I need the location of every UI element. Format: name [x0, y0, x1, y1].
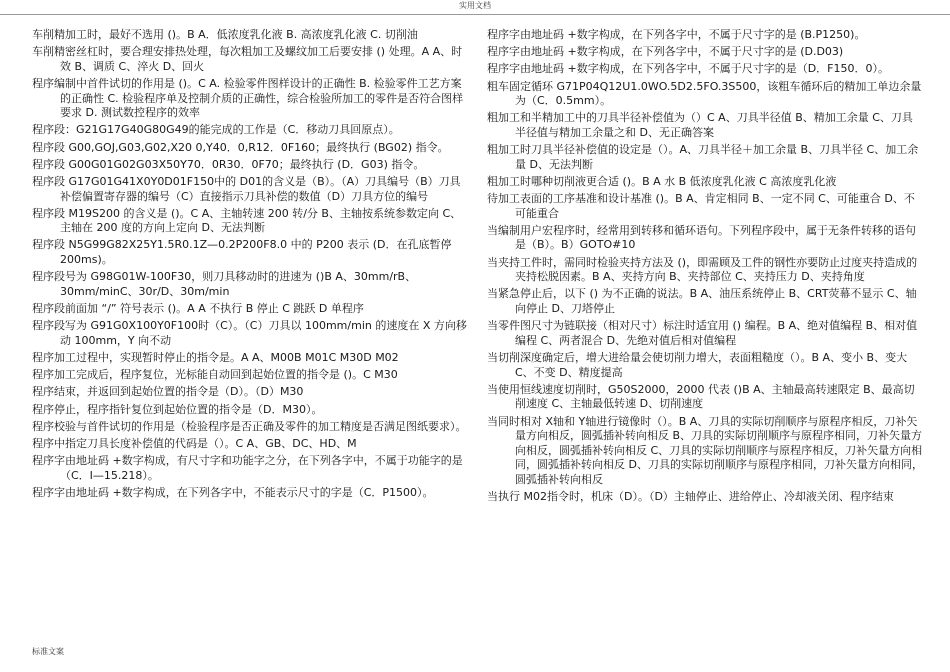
- question-item: 程序段 M19S200 的含义是 ()。C A、主轴转速 200 转/分 B、主轴按系统参数定向 C、主轴在 200 度的方向上定向 D、无法判断: [32, 206, 462, 235]
- question-item: 当紧急停止后，以下 () 为不正确的说法。B A、油压系统停止 B、CRT荧幕不显示 C、轴向停止 D、刀塔停止: [487, 287, 917, 316]
- question-item: 车削精密丝杠时，要合理安排热处理，每次粗加工及螺纹加工后要安排 () 处理。A A、时效 B、调质 C、淬火 D、回火: [32, 45, 463, 73]
- question-item: 粗车固定循环 G71P04Q12U1.0WO.5D2.5FO.3S500，该粗车循环后的精加工单边余量为（C．0.5mm）。: [487, 79, 922, 108]
- question-item: 当同时相对 X轴和 Y轴进行镜像时（）。B A、刀具的实际切削顺序与原程序相反，刀补矢量方向相反，圆弧插补转向相反 B、刀具的实际切削顺序与原程序相同，刀补矢量方向相反，圆弧插补转向相反 C、刀具的实际切削顺序与原程序相反，刀补矢量方向相同，圆弧插补转向相反 D、刀具的实际切削顺序与原程序相同，刀补矢量方向相同，圆弧插补转向相反: [487, 414, 923, 486]
- question-item: 粗加工时哪种切削液更合适 ()。B A 水 B 低浓度乳化液 C 高浓度乳化液: [487, 174, 837, 188]
- left-question-column: [32, 28, 468, 503]
- question-item: 程序段 G17G01G41X0Y0D01F150中的 D01的含义是（B）。（A）刀具编号（B）刀具补偿偏置寄存器的编号（C）直接指示刀具补偿的数值（D）刀具方位的编号: [32, 174, 461, 203]
- question-item: 程序段 G00,GOJ,G03,G02,X20 0,Y40．0,R12．0F160；最终执行 (BG02) 指令。: [32, 140, 449, 154]
- question-item: 车削精加工时，最好不选用 ()。B A．低浓度乳化液 B. 高浓度乳化液 C. 切削油: [32, 28, 418, 41]
- question-item: 程序编制中首件试切的作用是 ()。C A. 检验零件图样设计的正确性 B. 检验零件工艺方案的正确性 C. 检验程序单及控制介质的正确性，综合检验所加工的零件是否符合图样要求 D. 测试数控程序的效率: [32, 76, 464, 120]
- question-item: 当执行 M02指令时，机床（D）。（D）主轴停止、进给停止、冷却液关闭、程序结束: [487, 490, 894, 504]
- page-footer: 标准文案: [32, 647, 64, 656]
- question-item: 当编制用户宏程序时，经常用到转移和循环语句。下列程序段中，属于无条件转移的语句是（B）。B）GOTO#10: [487, 223, 916, 252]
- question-item: 程序结束，并返回到起始位置的指令是（D）。（D）M30: [32, 385, 304, 399]
- question-item: 当使用恒线速度切削时，G50S2000，2000 代表 ()B A、主轴最高转速限定 B、最高切削速度 C、主轴最低转速 D、切削速度: [487, 382, 915, 411]
- question-item: 待加工表面的工序基准和设计基准 ()。B A、肯定相同 B、一定不同 C、可能重合 D、不可能重合: [487, 192, 915, 220]
- question-item: 程序段 G00G01G02G03X50Y70．0R30．0F70；最终执行 (D．G03) 指令。: [32, 157, 425, 171]
- question-item: 粗加工和半精加工中的刀具半径补偿值为（）C A、刀具半径值 B、精加工余量 C、刀具半径值与精加工余量之和 D、无正确答案: [487, 111, 913, 139]
- question-item: 程序停止，程序指针复位到起始位置的指令是（D．M30）。: [32, 402, 323, 416]
- question-item: 当零件图尺寸为链联接（相对尺寸）标注时适宜用 () 编程。B A、绝对值编程 B、相对值编程 C、两者混合 D、先绝对值后相对值编程: [487, 319, 918, 347]
- question-item: 粗加工时刀具半径补偿值的设定是（）。A、刀具半径＋加工余量 B、刀具半径 C、加工余量 D、无法判断: [487, 143, 919, 171]
- question-item: 程序加工过程中，实现暂时停止的指令是。A A、M00B M01C M30D M02: [32, 351, 399, 364]
- question-item: 程序校验与首件试切的作用是（检验程序是否正确及零件的加工精度是否满足图纸要求）。: [32, 419, 467, 433]
- question-item: 当切削深度确定后，增大进给量会使切削力增大，表面粗糙度（）。B A、变小 B、变大 C、不变 D、精度提高: [487, 351, 908, 379]
- right-question-column: [487, 28, 923, 507]
- question-item: 程序段号为 G98G01W-100F30，则刀具移动时的进速为 ()B A、30mm/rB、30mm/minC、30r/D、30m/min: [32, 270, 417, 298]
- question-item: 当夹持工件时，需同时检验夹持方法及 ()，即需顾及工件的钢性亦要防止过度夹持造成的夹持松脱因素。B A、夹持方向 B、夹持部位 C、夹持压力 D、夹持角度: [487, 255, 918, 284]
- question-item: 程序字由地址码 +数字构成，在下列各字中，不属于尺寸字的是 (B.P1250)。: [487, 28, 866, 41]
- question-item: 程序段前面加 “/” 符号表示 ()。A A 不执行 B 停止 C 跳跃 D 单程序: [32, 302, 364, 316]
- question-item: 程序中指定刀具长度补偿值的代码是（）。C A、GB、DC、HD、M: [32, 436, 357, 450]
- question-item: 程序字由地址码 +数字构成，有尺寸字和功能字之分，在下列各字中，不属于功能字的是（C．I—15.218）。: [32, 454, 463, 482]
- question-item: 程序加工完成后，程序复位，光标能自动回到起始位置的指令是 ()。C M30: [32, 368, 398, 382]
- question-item: 程序段：G21G17G40G80G49的能完成的工作是（C．移动刀具回原点）。: [32, 123, 400, 137]
- question-item: 程序字由地址码 +数字构成，在下列各字中，不属于尺寸字的是（D．F150．0）。: [487, 62, 890, 76]
- page-header: 实用文档: [0, 0, 950, 15]
- question-item: 程序段写为 G91G0X100Y0F100时（C）。（C）刀具以 100mm/min 的速度在 X 方向移动 100mm，Y 向不动: [32, 319, 467, 347]
- question-item: 程序字由地址码 +数字构成，在下列各字中，不能表示尺寸的字是（C．P1500）。: [32, 485, 434, 499]
- question-item: 程序字由地址码 +数字构成，在下列各字中，不属于尺寸字的是 (D.D03): [487, 45, 844, 59]
- question-item: 程序段 N5G99G82X25Y1.5R0.1Z—0.2P200F8.0 中的 P200 表示 (D．在孔底暂停 200ms)。: [32, 238, 452, 267]
